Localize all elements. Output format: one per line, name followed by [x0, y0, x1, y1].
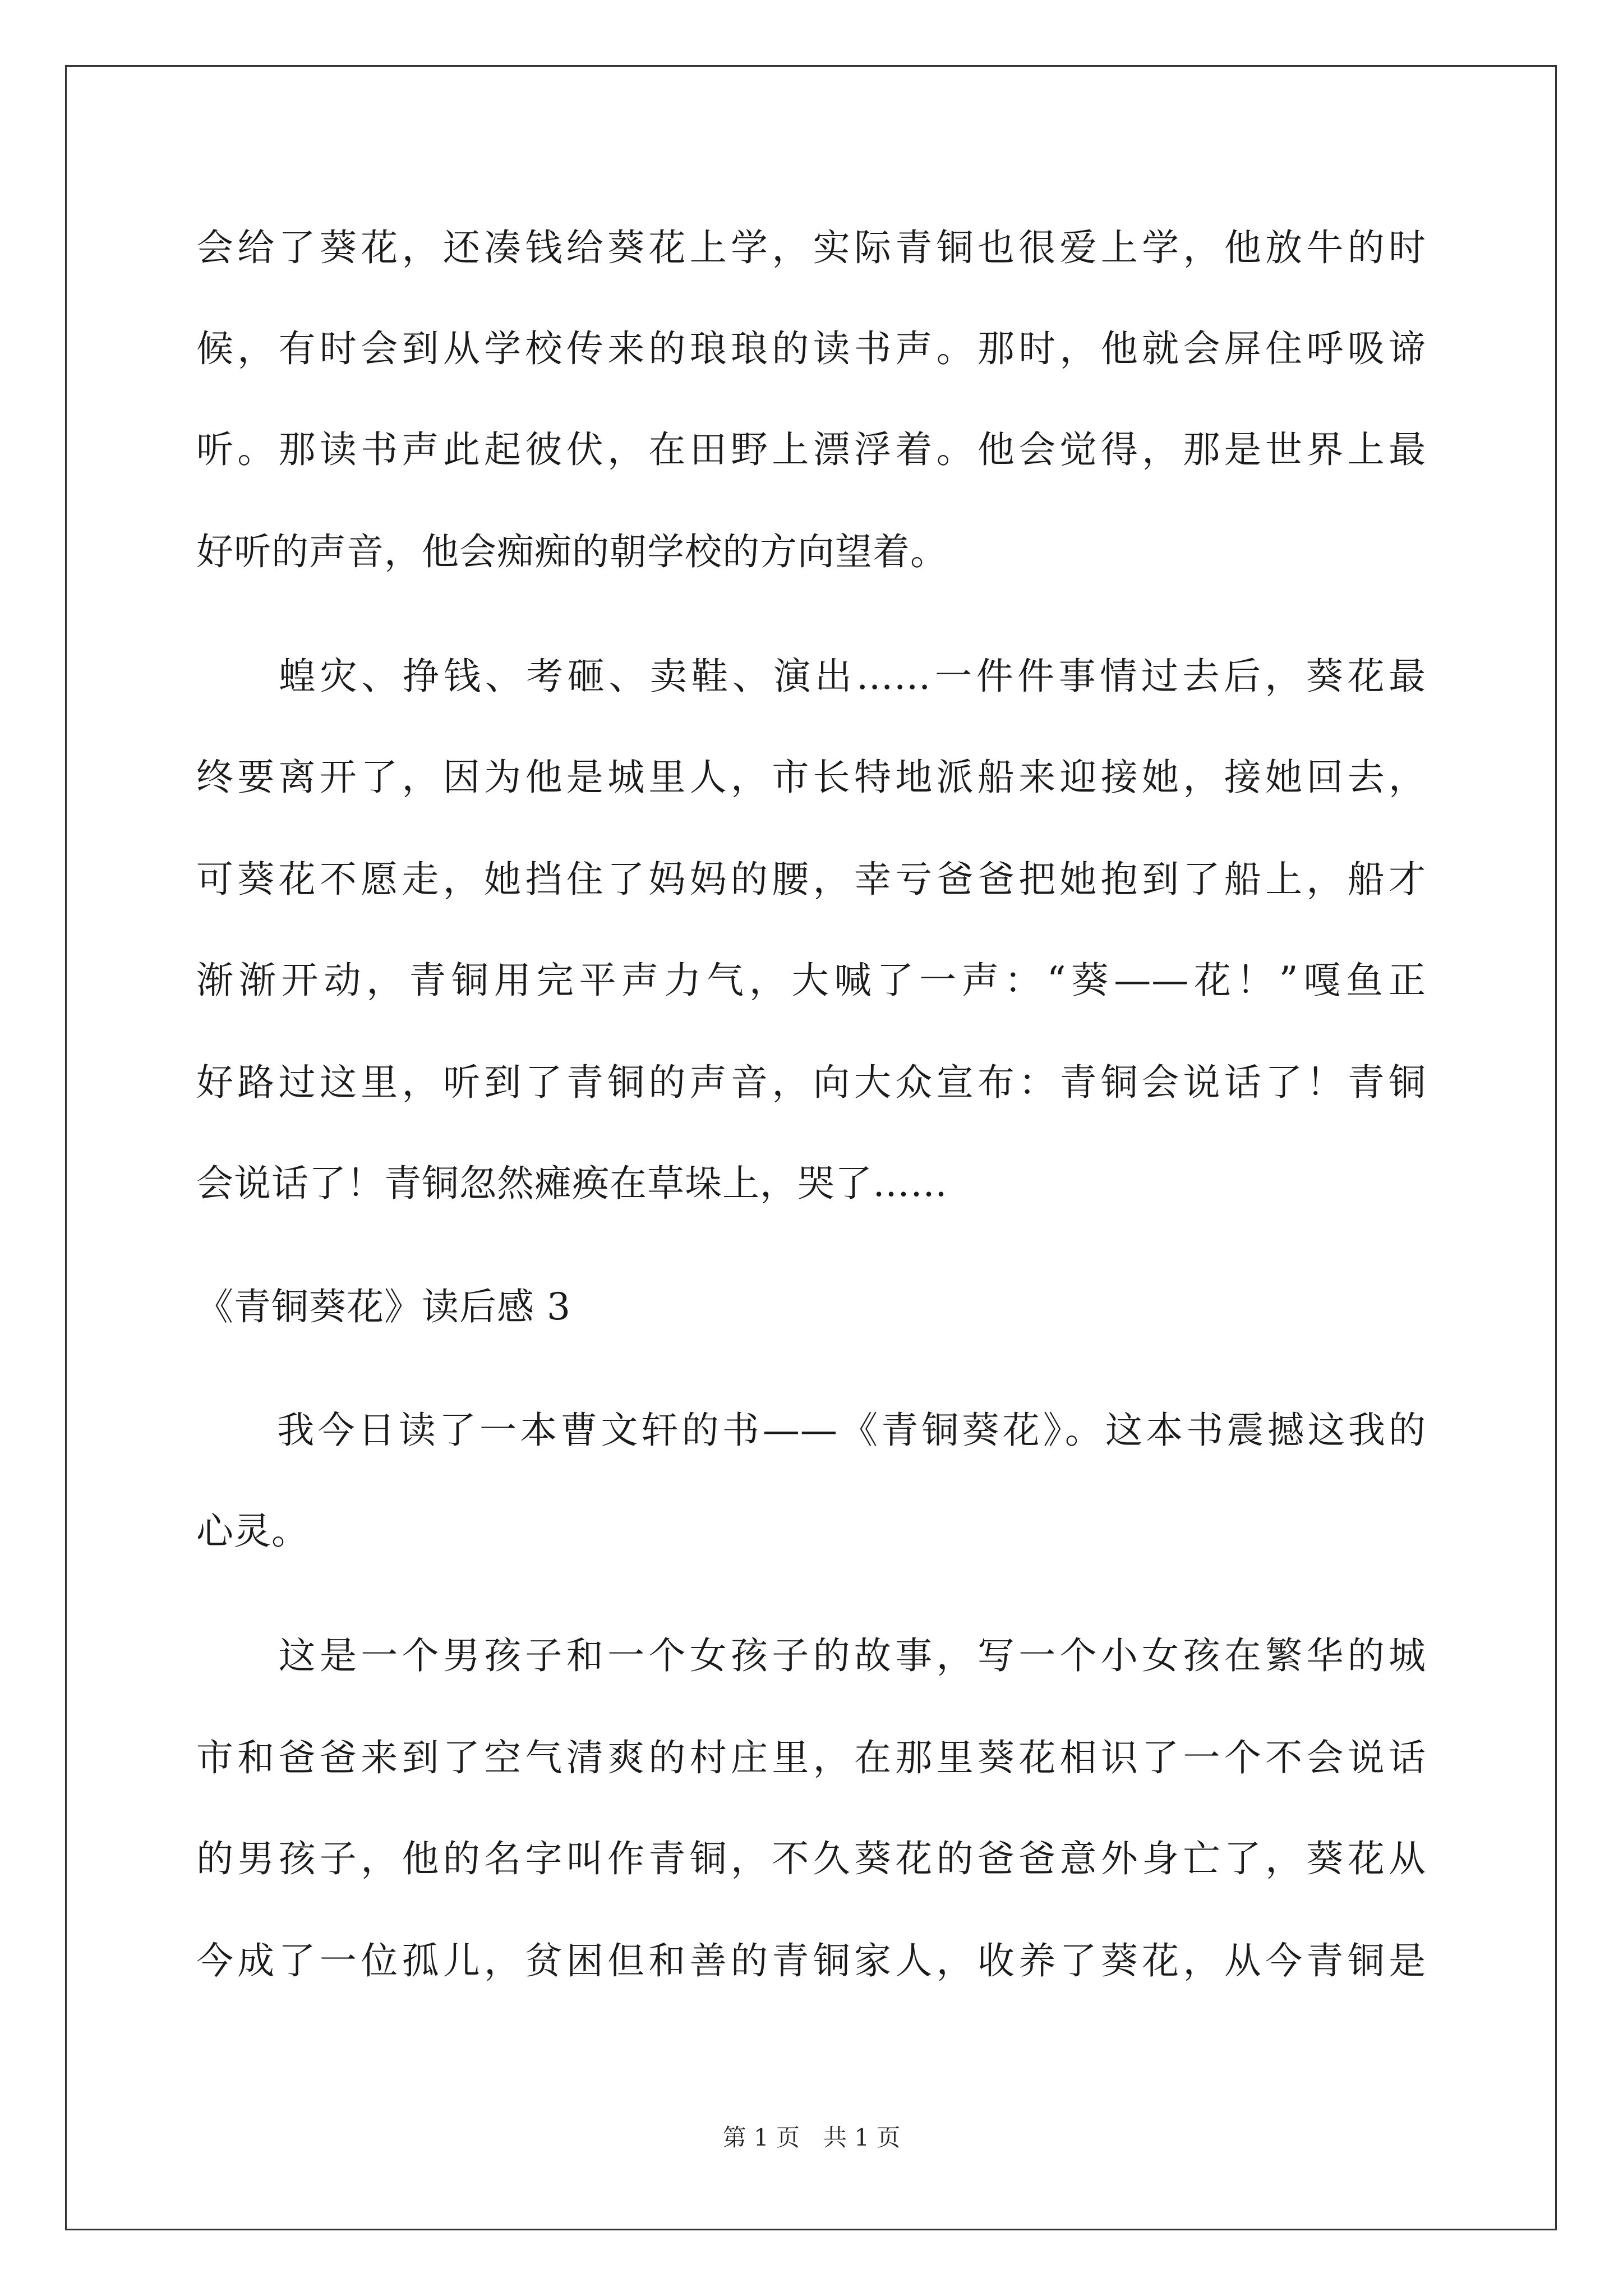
body-text-line: 终要离开了，因为他是城里人，市长特地派船来迎接她，接她回去， — [196, 756, 1426, 799]
body-text-line: 市和爸爸来到了空气清爽的村庄里，在那里葵花相识了一个不会说话 — [196, 1736, 1426, 1779]
body-text-line: 好听的声音，他会痴痴的朝学校的方向望着。 — [196, 530, 948, 573]
body-text-line: 心灵。 — [196, 1510, 309, 1553]
body-text-line: 我今日读了一本曹文轩的书——《青铜葵花》。这本书震撼这我的 — [196, 1409, 1426, 1452]
body-text-line: 会给了葵花，还凑钱给葵花上学，实际青铜也很爱上学，他放牛的时 — [196, 226, 1426, 269]
body-text-line: 好路过这里，听到了青铜的声音，向大众宣布：青铜会说话了！青铜 — [196, 1061, 1426, 1104]
body-text-line: 候，有时会到从学校传来的琅琅的读书声。那时，他就会屏住呼吸谛 — [196, 327, 1426, 370]
page-border — [65, 65, 1557, 2230]
body-text-line: 可葵花不愿走，她挡住了妈妈的腰，幸亏爸爸把她抱到了船上，船才 — [196, 858, 1426, 901]
body-text-line: 的男孩子，他的名字叫作青铜，不久葵花的爸爸意外身亡了，葵花从 — [196, 1837, 1426, 1880]
body-text-line: 这是一个男孩子和一个女孩子的故事，写一个小女孩在繁华的城 — [196, 1634, 1426, 1677]
body-text-line: 渐渐开动，青铜用完平声力气，大喊了一声：“葵——花！”嘎鱼正 — [196, 959, 1426, 1002]
body-text-line: 蝗灾、挣钱、考砸、卖鞋、演出……一件件事情过去后，葵花最 — [196, 655, 1426, 698]
body-text-line: 会说话了！青铜忽然瘫痪在草垛上，哭了…… — [196, 1162, 948, 1205]
body-text-line: 听。那读书声此起彼伏，在田野上漂浮着。他会觉得，那是世界上最 — [196, 428, 1426, 471]
page-footer: 第 1 页 共 1 页 — [722, 2124, 901, 2151]
section-heading: 《青铜葵花》读后感 3 — [196, 1285, 571, 1328]
body-text-line: 今成了一位孤儿，贫困但和善的青铜家人，收养了葵花，从今青铜是 — [196, 1939, 1426, 1982]
